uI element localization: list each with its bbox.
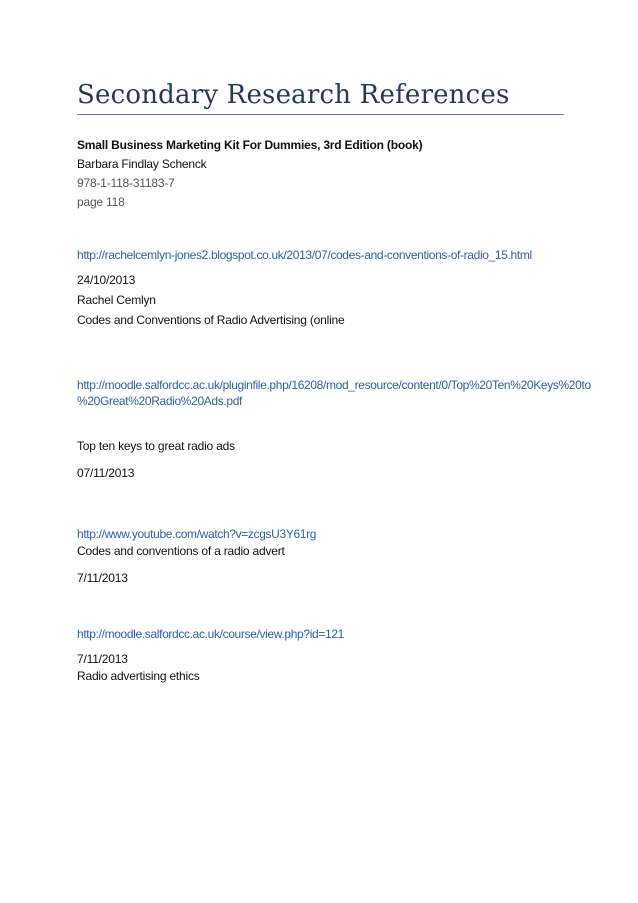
- reference-link-moodle-course[interactable]: http://moodle.salfordcc.ac.uk/course/view.php?id=121: [77, 627, 344, 641]
- reference-date: 24/10/2013: [77, 273, 136, 287]
- page-title: Secondary Research References: [77, 78, 564, 115]
- reference-date: 7/11/2013: [77, 571, 128, 585]
- reference-date: 07/11/2013: [77, 466, 135, 480]
- reference-author: Rachel Cemlyn: [77, 293, 156, 307]
- reference-date: 7/11/2013: [77, 652, 128, 666]
- reference-link-blogspot[interactable]: http://rachelcemlyn-jones2.blogspot.co.uk/2013/07/codes-and-conventions-of-radio_15.html: [77, 248, 532, 262]
- book-isbn: 978-1-118-31183-7: [77, 176, 175, 190]
- reference-title: Codes and conventions of a radio advert: [77, 544, 285, 558]
- reference-link-moodle-pdf[interactable]: http://moodle.salfordcc.ac.uk/pluginfile.php/16208/mod_resource/content/0/Top%20Ten%20Keys%20to: [77, 378, 591, 392]
- book-author: Barbara Findlay Schenck: [77, 157, 207, 171]
- reference-title: Radio advertising ethics: [77, 669, 200, 683]
- book-title: Small Business Marketing Kit For Dummies, 3rd Edition (book): [77, 138, 423, 152]
- reference-link-moodle-pdf-continued[interactable]: %20Great%20Radio%20Ads.pdf: [77, 394, 243, 408]
- book-page: page 118: [77, 195, 125, 209]
- reference-title: Top ten keys to great radio ads: [77, 439, 235, 453]
- reference-title: Codes and Conventions of Radio Advertising (online: [77, 313, 345, 327]
- reference-link-youtube[interactable]: http://www.youtube.com/watch?v=zcgsU3Y61rg: [77, 527, 317, 541]
